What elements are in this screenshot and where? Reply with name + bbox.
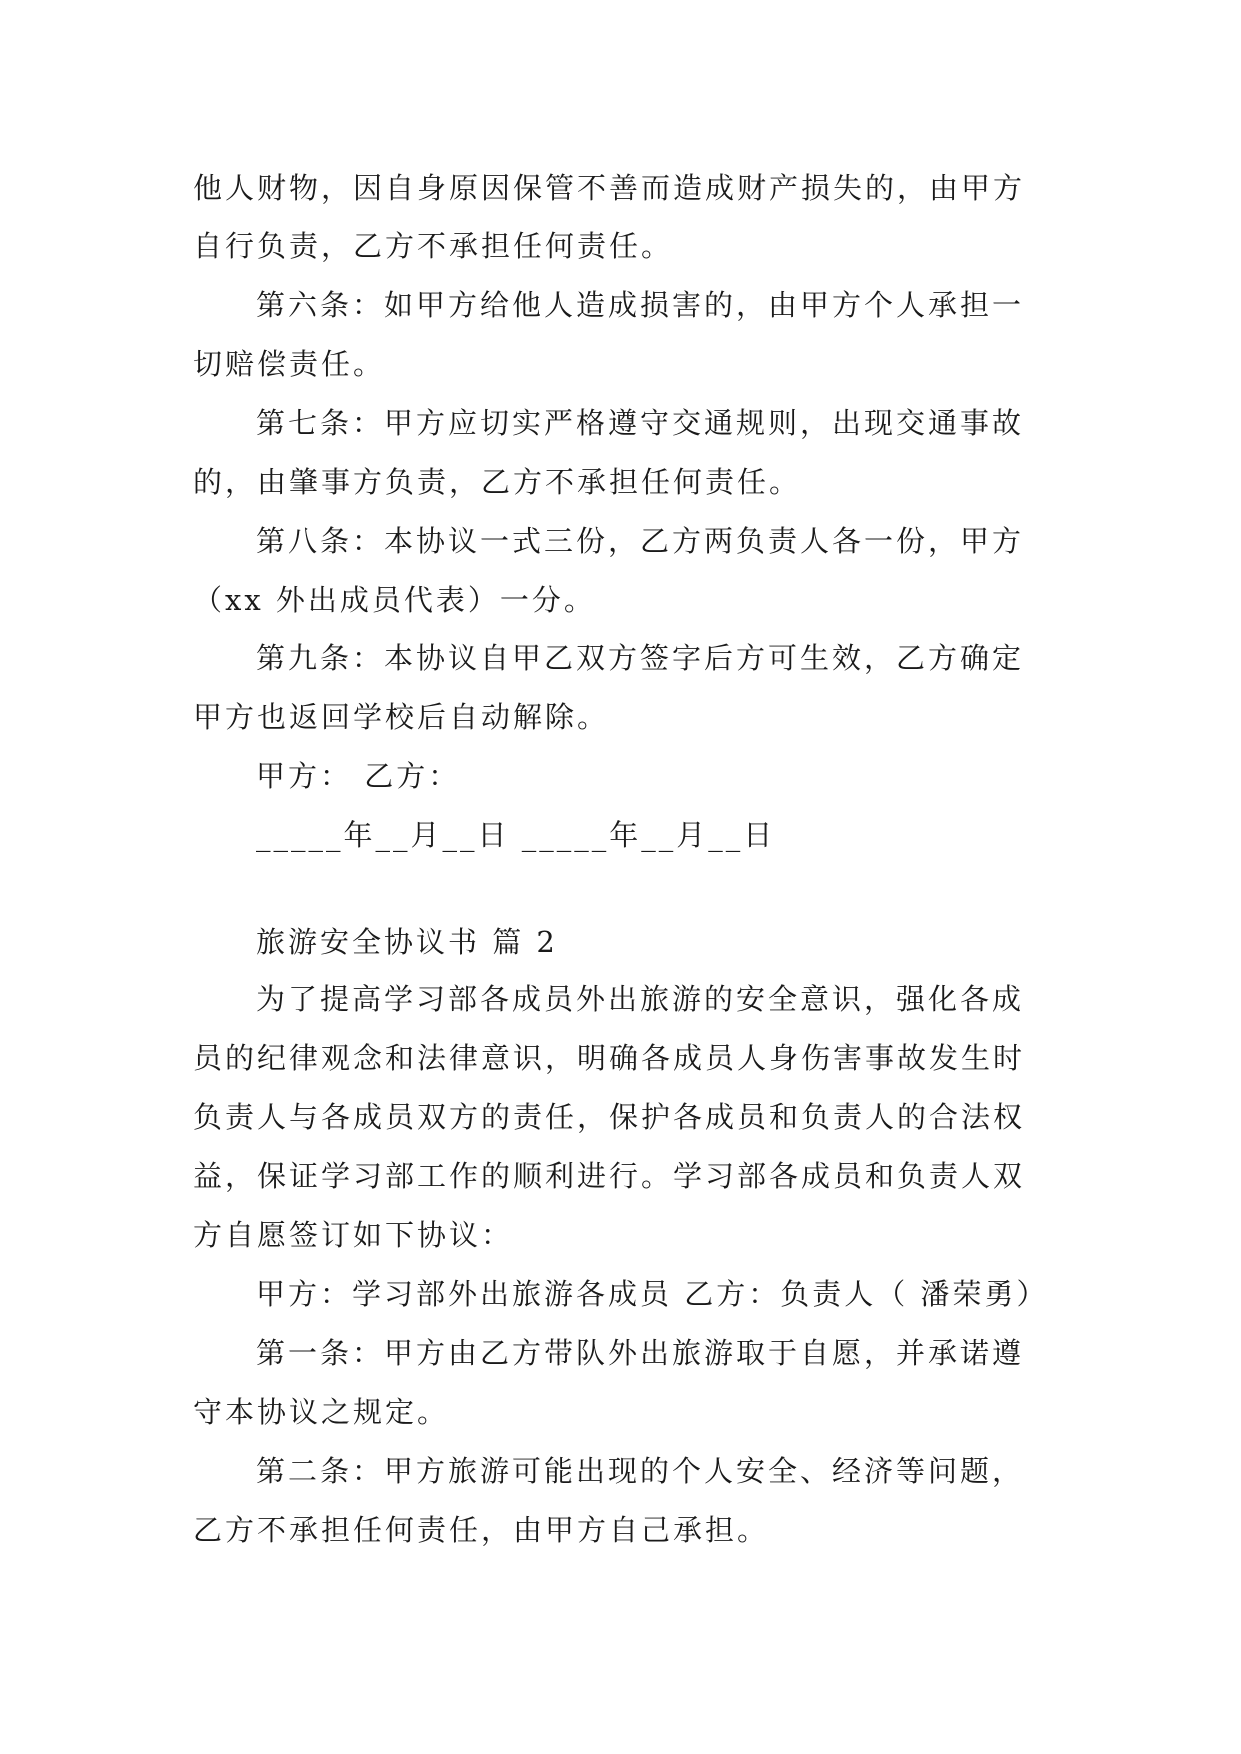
text-line: 方自愿签订如下协议： <box>193 1218 514 1252</box>
article-1: 第一条：甲方由乙方带队外出旅游取于自愿，并承诺遵 <box>256 1336 1025 1370</box>
text-line: 切赔偿责任。 <box>193 347 386 381</box>
article-9: 第九条：本协议自甲乙双方签字后方可生效，乙方确定 <box>256 641 1025 675</box>
text-line: 守本协议之规定。 <box>193 1395 450 1429</box>
signature-dates: _____年__月__日 _____年__月__日 <box>256 818 776 852</box>
text-line: 甲方也返回学校后自动解除。 <box>193 700 610 734</box>
section-title: 旅游安全协议书 篇 2 <box>256 925 558 959</box>
text-line: 员的纪律观念和法律意识，明确各成员人身伤害事故发生时 <box>193 1041 1026 1075</box>
text-line: 他人财物，因自身原因保管不善而造成财产损失的，由甲方 <box>193 171 1026 205</box>
article-6: 第六条：如甲方给他人造成损害的，由甲方个人承担一 <box>256 288 1025 322</box>
article-2: 第二条：甲方旅游可能出现的个人安全、经济等问题， <box>256 1454 1025 1488</box>
text-line: （xx 外出成员代表）一分。 <box>193 583 596 617</box>
text-line: 乙方不承担任何责任，由甲方自己承担。 <box>193 1513 770 1547</box>
article-7: 第七条：甲方应切实严格遵守交通规则，出现交通事故 <box>256 406 1025 440</box>
text-line: 负责人与各成员双方的责任，保护各成员和负责人的合法权 <box>193 1100 1026 1134</box>
text-line: 自行负责，乙方不承担任何责任。 <box>193 229 674 263</box>
article-8: 第八条：本协议一式三份，乙方两负责人各一份，甲方 <box>256 524 1025 558</box>
signature-parties: 甲方： 乙方： <box>256 759 461 793</box>
parties-line: 甲方：学习部外出旅游各成员 乙方：负责人（ 潘荣勇） <box>256 1277 1049 1311</box>
text-line: 益，保证学习部工作的顺利进行。学习部各成员和负责人双 <box>193 1159 1026 1193</box>
text-line: 的，由肇事方负责，乙方不承担任何责任。 <box>193 465 802 499</box>
intro-paragraph: 为了提高学习部各成员外出旅游的安全意识，强化各成 <box>256 982 1025 1016</box>
